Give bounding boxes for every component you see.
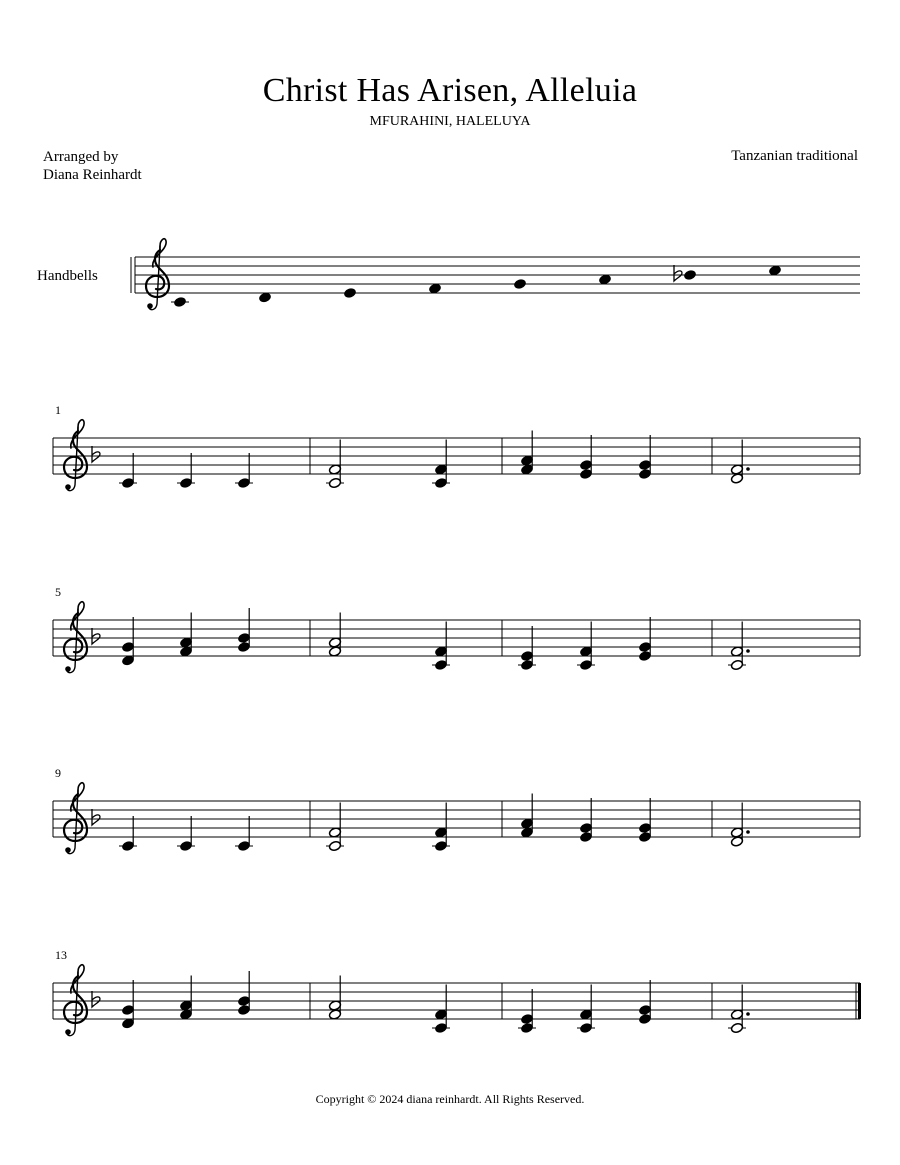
copyright-notice: Copyright © 2024 diana reinhardt. All Rights Reserved. (315, 1092, 585, 1106)
key-signature-flat-icon (92, 991, 100, 1007)
arranger-label: Arranged by (43, 149, 119, 165)
treble-clef-icon (64, 965, 87, 1036)
composer-credit: Tanzanian traditional (731, 148, 858, 164)
page-title: Christ Has Arisen, Alleluia (262, 72, 638, 109)
augmentation-dot (746, 467, 750, 471)
arranger-name: Diana Reinhardt (43, 167, 142, 183)
music-system (53, 948, 861, 1036)
measure-number: 1 (55, 403, 61, 417)
measure-number: 9 (55, 766, 61, 780)
notehead (513, 278, 526, 289)
notehead (173, 296, 186, 307)
notehead (683, 269, 696, 280)
notehead (598, 274, 611, 285)
augmentation-dot (746, 830, 750, 834)
key-signature-flat-icon (92, 446, 100, 462)
treble-clef-icon (64, 783, 87, 854)
treble-clef-icon (64, 602, 87, 673)
music-system (53, 585, 860, 673)
measure-number: 5 (55, 585, 61, 599)
flat-accidental-icon (674, 265, 682, 281)
notehead (258, 292, 271, 303)
music-system (53, 403, 860, 491)
notehead (343, 287, 356, 298)
key-signature-flat-icon (92, 809, 100, 825)
music-system (53, 766, 860, 854)
augmentation-dot (746, 649, 750, 653)
final-barline (858, 983, 861, 1019)
range-staff (131, 239, 860, 310)
instrument-name: Handbells (37, 268, 98, 284)
notehead (428, 283, 441, 294)
page-subtitle: MFURAHINI, HALELUYA (369, 114, 531, 129)
treble-clef-icon (146, 239, 169, 310)
treble-clef-icon (64, 420, 87, 491)
measure-number: 13 (55, 948, 67, 962)
augmentation-dot (746, 1012, 750, 1016)
notehead (768, 265, 781, 276)
key-signature-flat-icon (92, 628, 100, 644)
